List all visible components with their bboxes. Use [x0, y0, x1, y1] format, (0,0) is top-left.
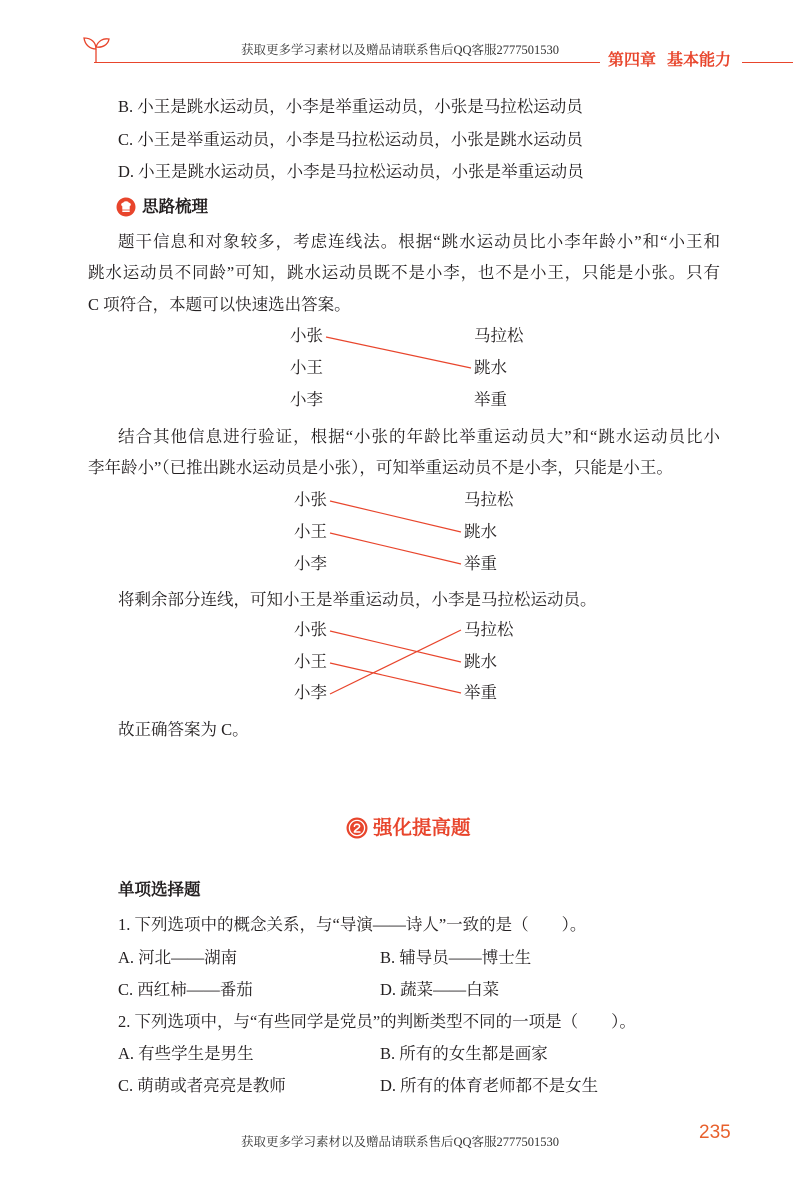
diagram-left-label: 小张	[294, 490, 327, 509]
paragraph-line: 李年龄小”（已推出跳水运动员是小张），可知举重运动员不是小李，只能是小王。	[88, 458, 673, 477]
diagram-right-label: 马拉松	[464, 490, 514, 509]
diagram-left-label: 小王	[294, 522, 327, 541]
header-promo-text: 获取更多学习素材以及赠品请联系售后QQ客服2777501530	[240, 43, 560, 57]
question-option: A. 有些学生是男生	[118, 1044, 254, 1063]
question-option: B. 辅导员——博士生	[380, 948, 532, 967]
diagram-right-label: 跳水	[464, 522, 497, 541]
option-b: B. 小王是跳水运动员，小李是举重运动员，小张是马拉松运动员	[118, 97, 583, 116]
connector-line	[330, 631, 461, 662]
question-option: D. 蔬菜——白菜	[380, 980, 500, 999]
option-c: C. 小王是举重运动员，小李是马拉松运动员，小张是跳水运动员	[118, 130, 583, 149]
connector-line	[330, 501, 461, 532]
diagram-right-label: 马拉松	[474, 326, 524, 345]
paragraph-line: 结合其他信息进行验证，根据“小张的年龄比举重运动员大”和“跳水运动员比小	[118, 427, 720, 446]
question-type-heading: 单项选择题	[118, 881, 201, 899]
question-stem: 1. 下列选项中的概念关系，与“导演——诗人”一致的是（ ）。	[118, 915, 587, 934]
header-rule-right	[742, 62, 793, 63]
diagram-right-label: 举重	[464, 554, 497, 573]
idea-icon	[116, 197, 136, 217]
connector-line	[330, 630, 461, 694]
diagram-left-label: 小李	[294, 554, 327, 573]
option-d: D. 小王是跳水运动员，小李是马拉松运动员，小张是举重运动员	[118, 162, 584, 181]
diagram-left-label: 小张	[294, 620, 327, 639]
chapter-number: 第四章	[608, 52, 657, 69]
question-stem: 2. 下列选项中，与“有些同学是党员”的判断类型不同的一项是（ ）。	[118, 1012, 636, 1031]
diagram-right-label: 举重	[464, 683, 497, 702]
connector-line	[330, 533, 461, 564]
connector-line	[330, 663, 461, 693]
diagram-left-label: 小李	[290, 390, 323, 409]
diagram-right-label: 跳水	[464, 652, 497, 671]
analysis-heading: 思路梳理	[142, 198, 208, 216]
question-option: D. 所有的体育老师都不是女生	[380, 1076, 599, 1095]
conclusion: 故正确答案为 C。	[118, 720, 249, 739]
question-option: A. 河北——湖南	[118, 948, 238, 967]
chapter-title: 基本能力	[667, 52, 732, 69]
diagram-left-label: 小王	[290, 358, 323, 377]
paragraph-line: 题干信息和对象较多，考虑连线法。根据“跳水运动员比小李年龄小”和“小王和	[118, 232, 720, 251]
question-option: C. 西红柿——番茄	[118, 980, 253, 999]
paragraph-line: C 项符合，本题可以快速选出答案。	[88, 295, 351, 314]
diagram-left-label: 小王	[294, 652, 327, 671]
page-number: 235	[699, 1122, 731, 1143]
diagram-right-label: 举重	[474, 390, 507, 409]
connector-line	[326, 337, 471, 368]
footer-promo-text: 获取更多学习素材以及赠品请联系售后QQ客服2777501530	[240, 1135, 560, 1149]
diagram-left-label: 小李	[294, 683, 327, 702]
diagram-right-label: 跳水	[474, 358, 507, 377]
diagram-left-label: 小张	[290, 326, 323, 345]
question-option: B. 所有的女生都是画家	[380, 1044, 548, 1063]
paragraph-line: 跳水运动员不同龄”可知，跳水运动员既不是小李，也不是小王，只能是小张。只有	[88, 263, 720, 282]
question-option: C. 萌萌或者亮亮是教师	[118, 1076, 286, 1095]
header-rule-left	[94, 62, 600, 63]
diagram-right-label: 马拉松	[464, 620, 514, 639]
paragraph-line: 将剩余部分连线，可知小王是举重运动员，小李是马拉松运动员。	[118, 590, 597, 609]
section-icon	[346, 817, 368, 839]
section-title: 强化提高题	[373, 817, 471, 839]
